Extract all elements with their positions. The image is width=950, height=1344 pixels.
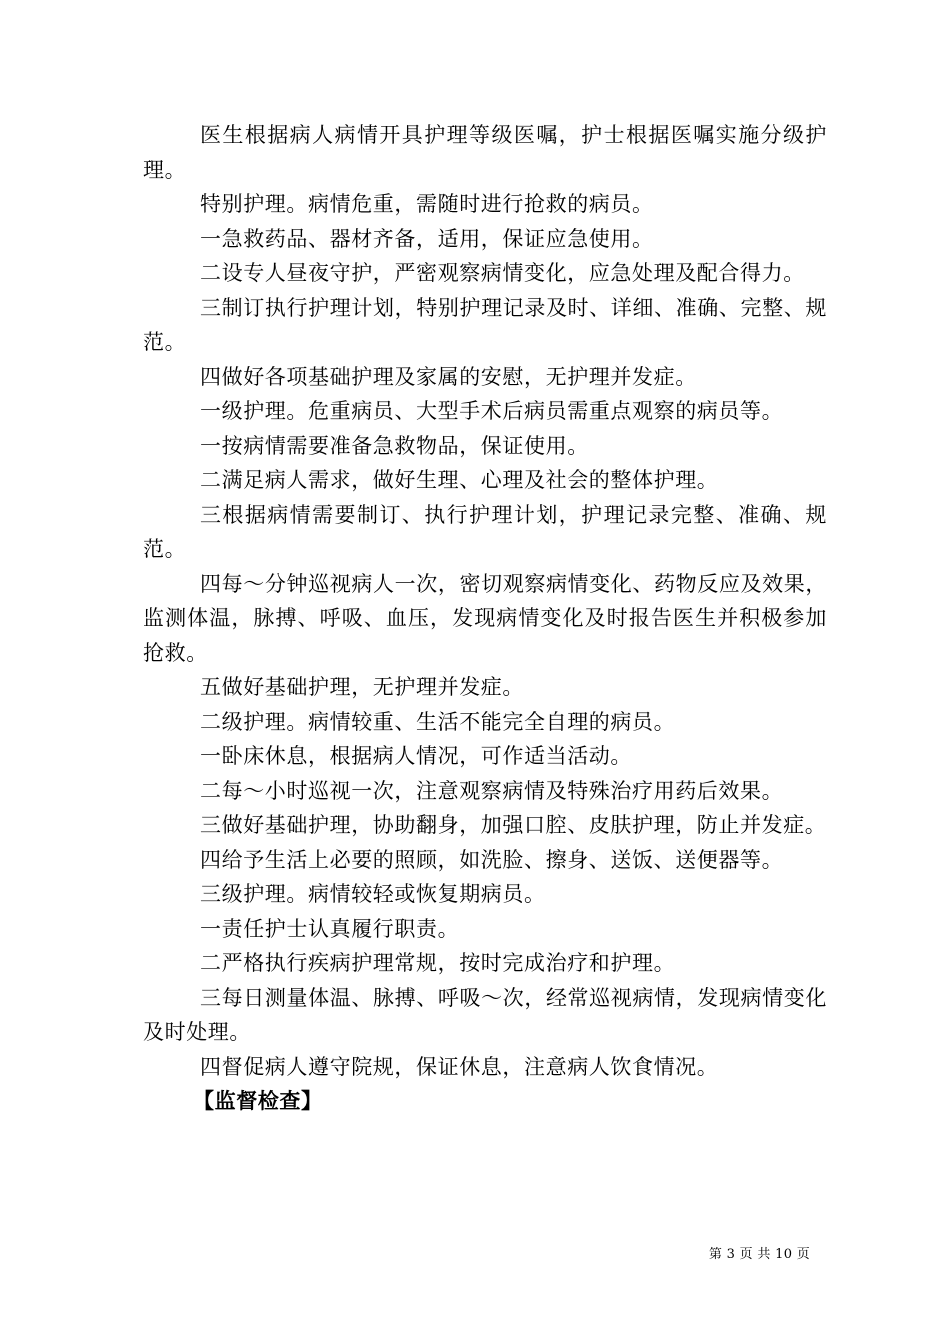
paragraph-level-two-item-3: 三做好基础护理，协助翻身，加强口腔、皮肤护理，防止并发症。 — [200, 813, 827, 837]
document-body — [143, 118, 827, 1119]
paragraph-level-two-item-4: 四给予生活上必要的照顾，如洗脸、擦身、送饭、送便器等。 — [200, 847, 784, 872]
page-number-footer: 第 3 页 共 10 页 — [708, 1247, 810, 1262]
paragraph-special-care-item-4: 四做好各项基础护理及家属的安慰，无护理并发症。 — [200, 364, 697, 389]
paragraph-level-two-care: 二级护理。病情较重、生活不能完全自理的病员。 — [200, 709, 676, 734]
paragraph-level-three-item-4: 四督促病人遵守院规，保证休息，注意病人饮食情况。 — [200, 1054, 719, 1079]
paragraph-level-three-care: 三级护理。病情较轻或恢复期病员。 — [200, 882, 546, 906]
paragraph-special-care-item-2: 二设专人昼夜守护，严密观察病情变化，应急处理及配合得力。 — [200, 261, 805, 285]
paragraph-level-two-item-1: 一卧床休息，根据病人情况，可作适当活动。 — [200, 744, 632, 768]
paragraph-special-care: 特别护理。病情危重，需随时进行抢救的病员。 — [200, 192, 654, 216]
paragraph-level-one-item-2: 二满足病人需求，做好生理、心理及社会的整体护理。 — [200, 468, 719, 492]
paragraph-special-care-item-1: 一急救药品、器材齐备，适用，保证应急使用。 — [200, 226, 654, 251]
paragraph-grading-intro: 医生根据病人病情开具护理等级医嘱，护士根据医嘱实施分级护理。 — [143, 123, 827, 182]
section-heading-supervision: 【监督检查】 — [193, 1088, 323, 1113]
paragraph-level-three-item-2: 二严格执行疾病护理常规，按时完成治疗和护理。 — [200, 951, 676, 975]
paragraph-level-one-care: 一级护理。危重病员、大型手术后病员需重点观察的病员等。 — [200, 399, 784, 423]
paragraph-level-one-item-1: 一按病情需要准备急救物品，保证使用。 — [200, 433, 589, 458]
paragraph-level-one-item-4: 四每～分钟巡视病人一次，密切观察病情变化、药物反应及效果，监测体温，脉搏、呼吸、血压，发现病情变化及时报告医生并积极参加抢救。 — [143, 571, 827, 665]
paragraph-level-three-item-3: 三每日测量体温、脉搏、呼吸～次，经常巡视病情，发现病情变化及时处理。 — [143, 985, 827, 1044]
paragraph-level-one-item-5: 五做好基础护理，无护理并发症。 — [200, 675, 524, 699]
paragraph-level-two-item-2: 二每～小时巡视一次，注意观察病情及特殊治疗用药后效果。 — [200, 778, 784, 803]
paragraph-level-one-item-3: 三根据病情需要制订、执行护理计划，护理记录完整、准确、规范。 — [143, 502, 827, 561]
paragraph-special-care-item-3: 三制订执行护理计划，特别护理记录及时、详细、准确、完整、规范。 — [143, 295, 827, 354]
paragraph-level-three-item-1: 一责任护士认真履行职责。 — [200, 916, 460, 941]
